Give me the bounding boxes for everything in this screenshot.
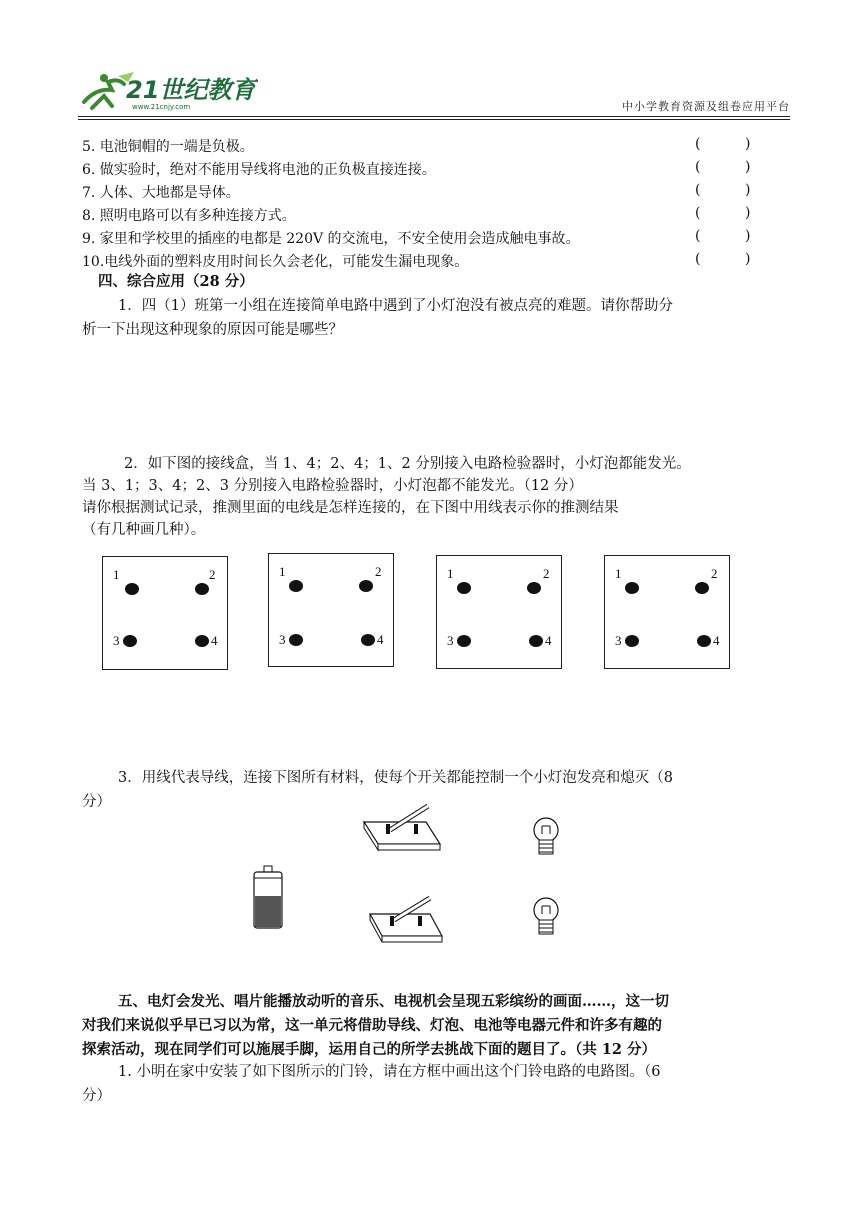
tf-item-7: 7. 人体、大地都是导体。 [82,185,240,201]
terminal-dot-3[interactable] [123,635,137,647]
terminal-label-3: 3 [279,632,286,647]
terminal-dot-3[interactable] [289,634,303,646]
section4-q1-line2: 析一下出现这种现象的原因可能是哪些？ [82,322,343,338]
terminal-label-4: 4 [377,632,384,647]
junction-box-3[interactable] [436,555,562,669]
logo-runner-icon [78,68,258,112]
header-divider-thin [78,119,790,120]
terminal-dot-1[interactable] [457,582,471,594]
tf-item-9: 9. 家里和学校里的插座的电都是 220V 的交流电，不安全使用会造成触电事故。 [82,231,580,247]
section4-q2-line3: 请你根据测试记录，推测里面的电线是怎样连接的，在下图中用线表示你的推测结果 [82,500,619,516]
tf-answer-10[interactable]: ( ) [695,251,751,267]
terminal-label-3: 3 [447,633,454,648]
light-bulb-1-icon[interactable] [534,818,558,854]
terminal-label-2: 2 [209,567,216,582]
tf-item-10: 10.电线外面的塑料皮用时间长久会老化，可能发生漏电现象。 [82,254,469,270]
section5-line1: 五、电灯会发光、唱片能播放动听的音乐、电视机会呈现五彩缤纷的画面……，这一切 [118,993,669,1010]
terminal-label-2: 2 [375,564,382,579]
terminal-dot-2[interactable] [359,580,373,592]
tf-answer-8[interactable]: ( ) [695,205,751,221]
section5-q1-line2: 分） [82,1088,111,1104]
terminal-label-4: 4 [211,633,218,648]
tf-item-8: 8. 照明电路可以有多种连接方式。 [82,208,296,224]
section4-q1-line1: 1．四（1）班第一小组在连接简单电路中遇到了小灯泡没有被点亮的难题。请你帮助分 [118,298,673,314]
terminal-dot-4[interactable] [195,635,209,647]
switch-1-icon[interactable] [364,806,440,850]
terminal-label-2: 2 [711,566,718,581]
tf-item-6: 6. 做实验时，绝对不能用导线将电池的正负极直接连接。 [82,162,436,178]
terminal-label-1: 1 [447,566,454,581]
terminal-dot-3[interactable] [625,635,639,647]
header-divider [78,116,790,117]
materials-figure [240,800,600,950]
junction-box-2[interactable] [268,553,394,667]
terminal-dot-4[interactable] [529,635,543,647]
terminal-label-1: 1 [113,567,120,582]
switch-2-icon[interactable] [370,898,442,942]
terminal-dot-4[interactable] [697,635,711,647]
logo [78,68,258,112]
terminal-dot-4[interactable] [361,634,375,646]
terminal-label-3: 3 [113,633,120,648]
terminal-dot-1[interactable] [289,580,303,592]
section4-q2-line2: 当 3、1；3、4；2、3 分别接入电路检验器时，小灯泡都不能发光。（12 分） [82,478,583,494]
terminal-label-3: 3 [615,633,622,648]
terminal-label-4: 4 [713,633,720,648]
terminal-dot-3[interactable] [457,635,471,647]
header-platform-text: 中小学教育资源及组卷应用平台 [622,100,790,113]
section4-title: 四、综合应用（28 分） [98,273,254,290]
terminal-dot-2[interactable] [527,582,541,594]
terminal-label-4: 4 [545,633,552,648]
terminal-dot-2[interactable] [695,582,709,594]
section4-q2-line4: （有几种画几种）。 [82,522,206,538]
section5-q1-line1: 1. 小明在家中安装了如下图所示的门铃，请在方框中画出这个门铃电路的电路图。（6 [118,1064,661,1080]
junction-box-1[interactable] [102,556,228,670]
section4-q3-line1: 3．用线代表导线，连接下图所有材料，使每个开关都能控制一个小灯泡发亮和熄灭（8 [118,770,673,786]
tf-answer-7[interactable]: ( ) [695,182,751,198]
terminal-dot-1[interactable] [125,583,139,595]
terminal-dot-2[interactable] [195,583,209,595]
terminal-label-1: 1 [615,566,622,581]
battery-icon[interactable] [254,866,282,928]
section5-line3: 探索活动，现在同学们可以施展手脚，运用自己的所学去挑战下面的题目了。（共 12 分） [82,1041,657,1058]
section5-line2: 对我们来说似乎早已习以为常，这一单元将借助导线、灯泡、电池等电器元件和许多有趣的 [82,1017,662,1034]
section4-q2-line1: 2．如下图的接线盒，当 1、4；2、4；1、2 分别接入电路检验器时，小灯泡都能发光。 [124,456,691,472]
tf-answer-6[interactable]: ( ) [695,159,751,175]
terminal-dot-1[interactable] [625,582,639,594]
section4-q3-line2: 分） [82,794,111,810]
logo-url: www.21cnjy.com [132,103,191,111]
junction-box-4[interactable] [604,555,730,669]
tf-answer-9[interactable]: ( ) [695,228,751,244]
terminal-label-1: 1 [279,564,286,579]
terminal-label-2: 2 [543,566,550,581]
tf-item-5: 5. 电池铜帽的一端是负极。 [82,139,254,155]
tf-answer-5[interactable]: ( ) [695,136,751,152]
logo-text: 21世纪教育 [126,76,256,104]
light-bulb-2-icon[interactable] [534,898,558,934]
